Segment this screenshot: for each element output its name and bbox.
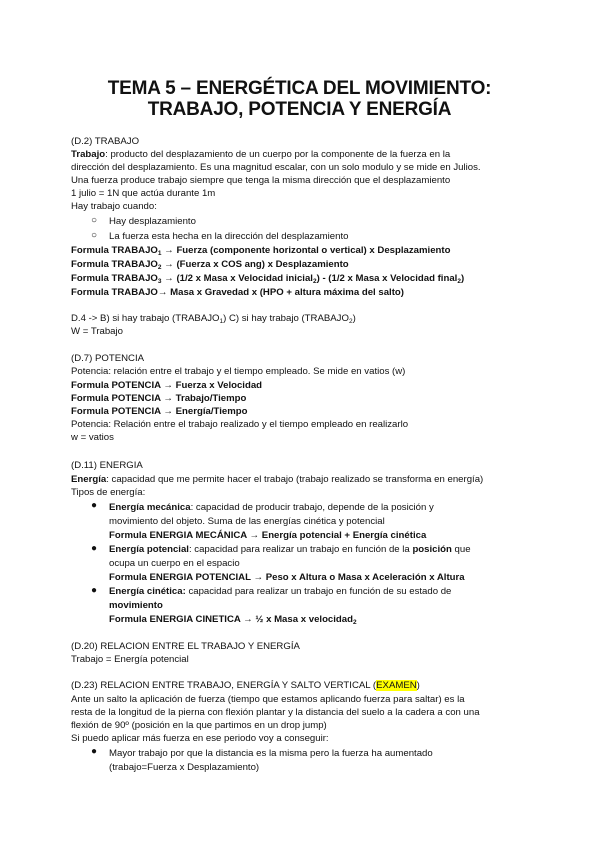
bullet-marker-icon: ● (91, 585, 98, 596)
text: ) C) si hay trabajo (TRABAJO (223, 313, 349, 324)
bullet-marker-icon: ● (91, 543, 98, 554)
potencia-line1: Potencia: relación entre el trabajo y el tiempo empleado. Se mide en vatios (w) (71, 366, 406, 377)
text: ) (352, 313, 356, 324)
potencia-line6: w = vatios (71, 432, 114, 443)
subscript: 2 (348, 318, 353, 325)
text: → (Fuerza x COS ang) x Desplazamiento (161, 259, 349, 270)
section-heading-potencia: (D.7) POTENCIA (71, 353, 145, 364)
formula-trabajo-1 (71, 245, 450, 257)
d23-line1: Ante un salto la aplicación de fuerza (tiempo que estamos aplicando fuerza para saltar) es la (71, 694, 465, 705)
text: Formula ENERGIA CINETICA → ½ x Masa x velocidad (109, 614, 353, 625)
text: Formula TRABAJO (71, 273, 158, 284)
bullet-marker-icon: ○ (91, 215, 98, 226)
text: capacidad para realizar un trabajo en función de su estado de (185, 586, 452, 597)
formula-energia-cinetica (109, 614, 357, 626)
energia-cinetica (109, 586, 451, 598)
bullet-marker-icon: ○ (91, 230, 98, 241)
formula-potencia-2: Formula POTENCIA → Trabajo/Tiempo (71, 393, 247, 404)
trabajo-bullet1: Hay desplazamiento (109, 216, 196, 227)
d20-line1: Trabajo = Energía potencial (71, 654, 189, 665)
subscript: 2 (312, 278, 317, 285)
text: : capacidad de producir trabajo, depende de la posición y (190, 502, 434, 513)
text: : capacidad que me permite hacer el trabajo (trabajo realizado se transforma en energía) (106, 474, 484, 485)
bullet-marker-icon: ● (91, 500, 98, 511)
energia-definition (71, 474, 483, 486)
potencia-line5: Potencia: Relación entre el trabajo realizado y el tiempo empleado en realizarlo (71, 419, 409, 430)
subscript: 2 (457, 278, 461, 285)
section-heading-trabajo: (D.2) TRABAJO (71, 136, 140, 147)
d4-line2: W = Trabajo (71, 326, 123, 337)
energia-cinetica-line2: movimiento (109, 600, 163, 611)
subscript: 1 (219, 318, 224, 325)
text: ) - (1/2 x Masa x Velocidad final (316, 273, 458, 284)
trabajo-bullet2: La fuerza esta hecha en la dirección del desplazamiento (109, 231, 349, 242)
term: Energía potencial (109, 544, 189, 555)
subscript: 2 (353, 619, 357, 626)
subscript: 1 (157, 250, 162, 257)
section-heading-d20: (D.20) RELACION ENTRE EL TRABAJO Y ENERGÍA (71, 641, 300, 652)
trabajo-line3: Una fuerza produce trabajo siempre que tenga la misma dirección que el desplazamiento (71, 175, 451, 186)
section-heading-energia: (D.11) ENERGIA (71, 460, 143, 471)
trabajo-line5: Hay trabajo cuando: (71, 201, 157, 212)
trabajo-definition (71, 149, 450, 161)
formula-energia-mecanica: Formula ENERGIA MECÁNICA → Energía potencial + Energía cinética (109, 530, 427, 541)
energia-tipos: Tipos de energía: (71, 487, 146, 498)
formula-trabajo-3 (71, 273, 464, 285)
text: D.4 -> B) si hay trabajo (TRABAJO (71, 313, 220, 324)
text: → Fuerza (componente horizontal o vertical) x Desplazamiento (161, 245, 451, 256)
term: Energía (71, 474, 107, 485)
formula-potencia-1: Formula POTENCIA → Fuerza x Velocidad (71, 380, 263, 391)
energia-mecanica-line2: movimiento del objeto. Suma de las energías cinética y potencial (109, 516, 385, 527)
d4-line1 (71, 313, 356, 325)
text: ) (416, 680, 420, 691)
formula-energia-potencial: Formula ENERGIA POTENCIAL → Peso x Altura o Masa x Aceleración x Altura (109, 572, 465, 583)
formula-trabajo-2 (71, 259, 349, 271)
trabajo-definition-line2: dirección del desplazamiento. Es una magnitud escalar, con un solo modulo y se mide en Julios. (71, 162, 481, 173)
text: : producto del desplazamiento de un cuerpo por la componente de la fuerza en la (105, 149, 451, 160)
text: Formula TRABAJO (71, 245, 158, 256)
bullet-marker-icon: ● (91, 746, 98, 757)
text: Formula TRABAJO (71, 259, 158, 270)
term: Trabajo (71, 149, 106, 160)
text: : capacidad para realizar un trabajo en función de la (188, 544, 413, 555)
page-title-line2: TRABAJO, POTENCIA Y ENERGÍA (147, 99, 452, 120)
d23-line2: resta de la longitud de la pierna con flexión plantar y la distancia del suelo a la cadera a con una (71, 707, 480, 718)
d23-line3: flexión de 90º (posición en la que partimos en un drop jump) (71, 720, 327, 731)
term: Energía mecánica (109, 502, 191, 513)
d23-bullet1-line2: (trabajo=Fuerza x Desplazamiento) (109, 762, 260, 773)
text: (D.23) RELACION ENTRE TRABAJO, ENERGÍA Y SALTO VERTICAL ( (71, 680, 377, 691)
term: posición (412, 544, 452, 555)
d23-bullet1: Mayor trabajo por que la distancia es la misma pero la fuerza ha aumentado (109, 748, 433, 759)
text: que (451, 544, 471, 555)
d23-line4: Si puedo aplicar más fuerza en ese periodo voy a conseguir: (71, 733, 329, 744)
text: ) (460, 273, 465, 284)
section-heading-d23 (71, 680, 420, 692)
energia-mecanica (109, 502, 434, 514)
page-title-line1: TEMA 5 – ENERGÉTICA DEL MOVIMIENTO: (107, 78, 492, 99)
energia-potencial-line2: ocupa un cuerpo en el espacio (109, 558, 240, 569)
trabajo-line4: 1 julio = 1N que actúa durante 1m (71, 188, 216, 199)
subscript: 3 (157, 278, 162, 285)
formula-trabajo-4: Formula TRABAJO→ Masa x Gravedad x (HPO + altura máxima del salto) (71, 287, 404, 298)
text: → (1/2 x Masa x Velocidad inicial (161, 273, 313, 284)
subscript: 2 (157, 264, 162, 271)
term: Energía cinética: (109, 586, 186, 597)
energia-potencial (109, 544, 471, 556)
exam-highlight: EXAMEN (376, 680, 417, 691)
formula-potencia-3: Formula POTENCIA → Energía/Tiempo (71, 406, 248, 417)
